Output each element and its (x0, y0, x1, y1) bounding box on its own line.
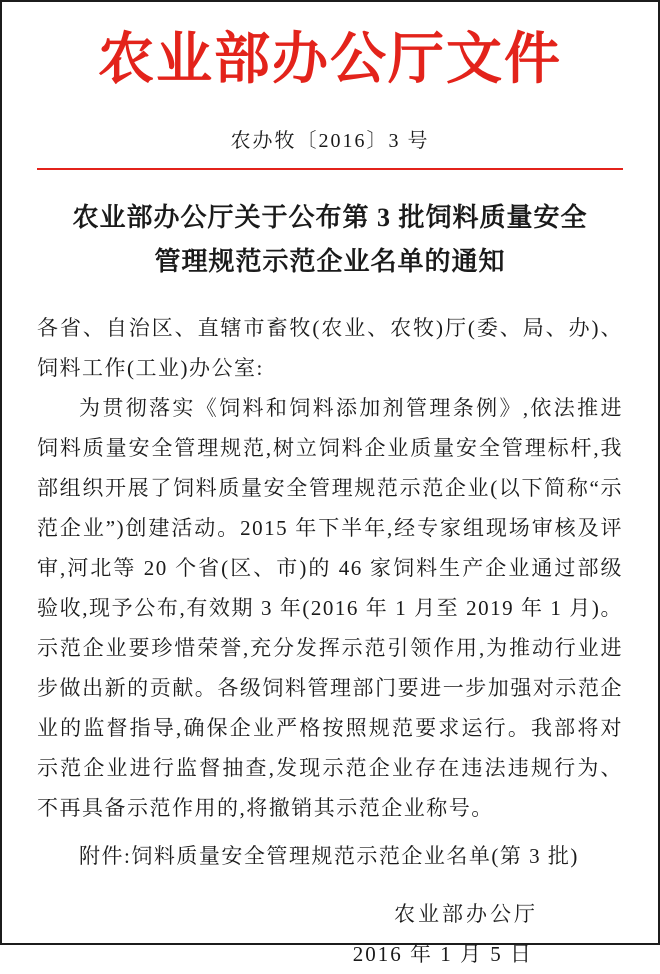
document-body (37, 308, 623, 876)
notice-title-line1: 农业部办公厅关于公布第 3 批饲料质量安全 (72, 203, 588, 232)
red-divider-line (37, 168, 623, 170)
document-header-title: 农业部办公厅文件 (98, 29, 562, 91)
body-paragraph: 为贯彻落实《饲料和饲料添加剂管理条例》,依法推进饲料质量安全管理规范,树立饲料企业质量安全管理标杆,我部组织开展了饲料质量安全管理规范示范企业(以下简称“示范企业”)创建活动。2015 年下半年,经专家组现场审核及评审,河北等 20 个省(区、市)的 46 家饲料生产企业通过部级验收,现予公布,有效期 3 年(2016 年 1 月至 2019 年 1 月)。示范企业要珍惜荣誉,充分发挥示范引领作用,为推动行业进步做出新的贡献。各级饲料管理部门要进一步加强对示范企业的监督指导,确保企业严格按照规范要求运行。我部将对示范企业进行监督抽查,发现示范企业存在违法违规行为、不再具备示范作用的,将撤销其示范企业称号。 (37, 396, 623, 820)
attachment-line: 附件:饲料质量安全管理规范示范企业名单(第 3 批) (79, 844, 579, 868)
issue-date: 2016 年 1 月 5 日 (352, 942, 533, 966)
issuer-signature: 农业部办公厅 (394, 902, 538, 926)
notice-title (32, 196, 628, 284)
salutation-paragraph: 各省、自治区、直辖市畜牧(农业、农牧)厅(委、局、办)、饲料工作(工业)办公室: (37, 316, 623, 380)
notice-title-line2: 管理规范示范企业名单的通知 (154, 247, 506, 276)
document-number: 农办牧〔2016〕3 号 (230, 130, 430, 152)
